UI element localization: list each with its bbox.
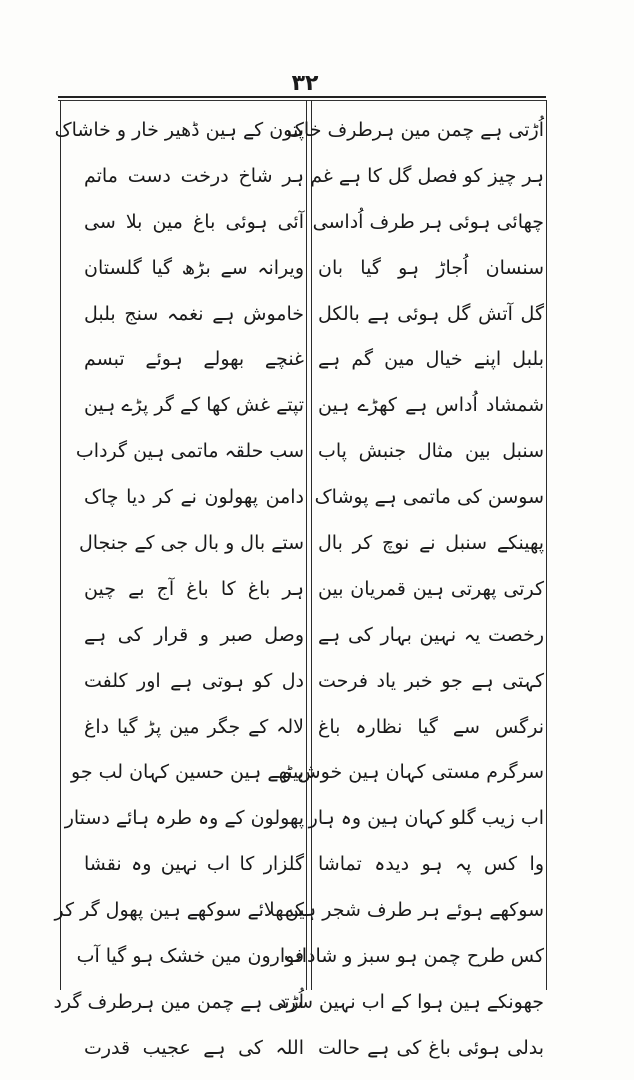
verse-line: پتون کے ہین ڈھیر خار و خاشاک: [54, 119, 304, 141]
verse-line: سنبل بین مثال جنبش پاب: [318, 440, 544, 463]
verse-line: فوارون مین خشک ہو گیا آب: [76, 945, 304, 968]
poem-column-left: [53, 108, 304, 1059]
poem-column-right: [278, 108, 544, 1059]
verse-line: بدلی ہوئی باغ کی ہے حالت: [318, 1036, 544, 1059]
left-margin-rule: [60, 100, 61, 990]
center-column-rule-left: [306, 100, 307, 990]
header-rule-inner: [58, 100, 546, 101]
verse-line: وصل صبر و قرار کی ہے: [84, 623, 304, 646]
center-column-rule-right: [311, 100, 312, 990]
verse-line: بیٹھے ہین حسین کہان لب جو: [71, 761, 304, 784]
verse-line: سنسان اُجاڑ ہو گیا بان: [318, 256, 544, 279]
verse-line: شمشاد اُداس ہے کھڑے ہین: [318, 394, 544, 417]
verse-line: سرگرم مستی کہان ہین خوش و: [282, 761, 544, 784]
verse-line: نرگس سے گیا نظارہ باغ: [318, 715, 544, 738]
verse-line: رخصت یہ نہین بہار کی ہے: [318, 623, 544, 646]
right-margin-rule: [546, 100, 547, 990]
verse-line: سوکھے ہوئے ہر طرف شجر ہین: [284, 899, 544, 922]
verse-line: کمھلائے سوکھے ہین پھول گر کر: [54, 899, 304, 922]
verse-line: اُڑتی ہے چمن مین ہرطرف گرد: [53, 990, 304, 1013]
verse-line: گلزار کا اب نہین وہ نقشا: [84, 853, 304, 876]
verse-line: سوسن کی ماتمی ہے پوشاک: [314, 486, 544, 509]
verse-line: اللہ کی ہے عجیب قدرت: [84, 1036, 304, 1059]
verse-line: ستے بال و بال جی کے جنجال: [78, 532, 304, 555]
verse-line: کرتی پھرتی ہین قمریان بین: [318, 577, 544, 600]
verse-line: پھولون کے وہ طرہ ہائے دستار: [64, 807, 304, 830]
verse-line: کس طرح چمن ہو سبز و شاداب: [283, 945, 544, 968]
verse-line: لالہ کے جگر مین پڑ گیا داغ: [84, 715, 304, 738]
verse-line: کہتی ہے جو خبر یاد فرحت: [318, 669, 544, 692]
verse-line: خاموش ہے نغمہ سنج بلبل: [84, 302, 304, 325]
verse-line: وا کس پہ ہو دیدہ تماشا: [318, 853, 544, 876]
verse-line: گل آتش گل ہوئی ہے بالکل: [318, 302, 544, 325]
verse-line: دامن پھولون نے کر دیا چاک: [84, 486, 304, 509]
verse-line: جھونکے ہین ہوا کے اب نہین سرد: [278, 990, 544, 1013]
verse-line: اُڑتی ہے چمن مین ہرطرف خاک: [286, 119, 544, 141]
verse-line: ویرانہ سے بڑھ گیا گلستان: [84, 256, 304, 279]
verse-line: ہر باغ کا باغ آج بے چین: [84, 577, 304, 600]
verse-line: ہر چیز کو فصل گل کا ہے غم: [310, 164, 544, 187]
verse-line: ہر شاخ درخت دست ماتم: [84, 164, 304, 187]
verse-line: تپتے غش کھا کے گر پڑے ہین: [84, 394, 304, 417]
verse-line: چھائی ہوئی ہر طرف اُداسی: [312, 210, 544, 233]
verse-line: بلبل اپنے خیال مین گم ہے: [318, 348, 544, 371]
verse-line: سب حلقہ ماتمی ہین گرداب: [75, 440, 304, 463]
verse-line: اب زیب گلو کہان ہین وہ ہار: [308, 807, 544, 830]
page-number: ۳۲: [291, 71, 319, 96]
verse-line: آئی ہوئی باغ مین بلا سی: [84, 210, 304, 233]
verse-line: غنچے بھولے ہوئے تبسم: [84, 348, 304, 371]
header-rule: [58, 96, 546, 98]
verse-line: دل کو ہوتی ہے اور کلفت: [84, 669, 304, 692]
verse-line: پھینکے سنبل نے نوچ کر بال: [318, 532, 544, 555]
